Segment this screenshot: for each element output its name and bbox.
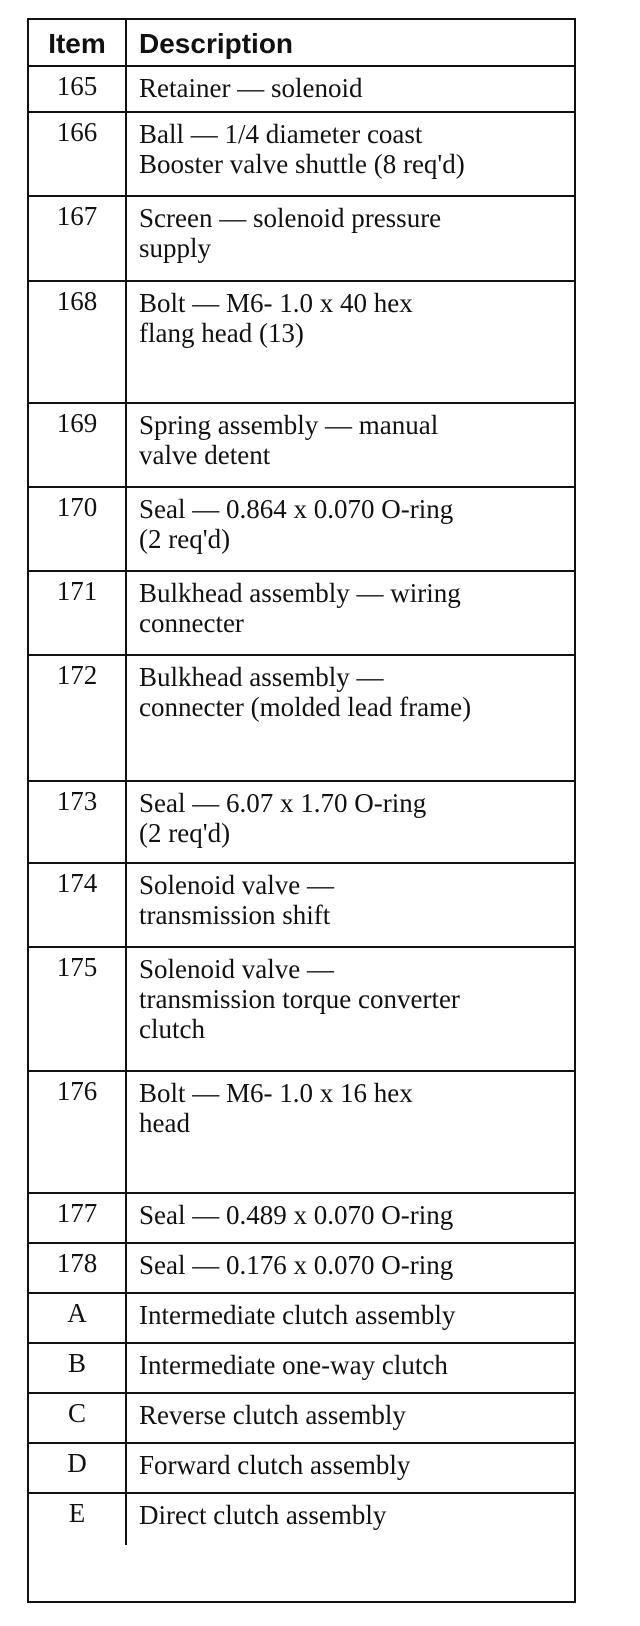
description-cell [127, 282, 574, 402]
item-number-cell: 175 [29, 948, 127, 1070]
table-row [29, 1394, 574, 1444]
description-column-header: Description [139, 28, 294, 59]
parts-table [27, 18, 576, 1603]
table-row [29, 1444, 574, 1494]
description-line: Direct clutch assembly [139, 1500, 387, 1530]
description-line: clutch [139, 1014, 205, 1044]
item-number-cell: 168 [29, 282, 127, 402]
table-body [29, 67, 574, 1545]
description-line: transmission torque converter [139, 984, 460, 1014]
description-cell [127, 864, 574, 946]
description-line: Solenoid valve — [139, 870, 334, 900]
description-cell [127, 572, 574, 654]
description-cell [127, 1494, 574, 1545]
description-line: transmission shift [139, 900, 331, 930]
description-line: Bolt — M6- 1.0 x 16 hex [139, 1078, 413, 1108]
table-row [29, 1494, 574, 1545]
table-row [29, 197, 574, 282]
table-row [29, 656, 574, 782]
description-cell [127, 488, 574, 570]
item-number-cell: 172 [29, 656, 127, 780]
table-row [29, 1194, 574, 1244]
description-line: Ball — 1/4 diameter coast [139, 119, 423, 149]
item-number-cell: 166 [29, 113, 127, 195]
item-number-cell: 178 [29, 1244, 127, 1292]
description-cell [127, 404, 574, 486]
description-line: (2 req'd) [139, 818, 231, 848]
description-line: Bulkhead assembly — wiring [139, 578, 461, 608]
description-line: Intermediate one-way clutch [139, 1350, 448, 1380]
description-cell [127, 197, 574, 280]
item-number-cell: 171 [29, 572, 127, 654]
table-row [29, 1294, 574, 1344]
item-number-cell: 174 [29, 864, 127, 946]
table-row [29, 1072, 574, 1194]
description-line: Booster valve shuttle (8 req'd) [139, 149, 465, 179]
table-row [29, 113, 574, 197]
table-header-row [29, 20, 574, 67]
description-cell [127, 656, 574, 780]
description-line: Solenoid valve — [139, 954, 334, 984]
table-row [29, 282, 574, 404]
item-number-cell: 177 [29, 1194, 127, 1242]
table-row [29, 1344, 574, 1394]
description-line: Intermediate clutch assembly [139, 1300, 456, 1330]
description-line: supply [139, 233, 212, 263]
description-cell [127, 1344, 574, 1392]
description-line: connecter (molded lead frame) [139, 692, 472, 722]
description-cell [127, 1394, 574, 1442]
description-cell [127, 948, 574, 1070]
description-cell [127, 1444, 574, 1492]
table-row [29, 948, 574, 1072]
description-line: head [139, 1108, 190, 1138]
description-cell [127, 1194, 574, 1242]
description-cell [127, 1072, 574, 1192]
item-number-cell: E [29, 1494, 127, 1545]
description-line: valve detent [139, 440, 271, 470]
table-row [29, 404, 574, 488]
item-number-cell: A [29, 1294, 127, 1342]
description-cell [127, 1294, 574, 1342]
description-line: Forward clutch assembly [139, 1450, 411, 1480]
item-number-cell: C [29, 1394, 127, 1442]
description-line: Seal — 0.489 x 0.070 O-ring [139, 1200, 454, 1230]
description-line: Seal — 0.176 x 0.070 O-ring [139, 1250, 454, 1280]
description-cell [127, 1244, 574, 1292]
item-number-cell: 169 [29, 404, 127, 486]
item-number-cell: 165 [29, 67, 127, 111]
table-row [29, 572, 574, 656]
item-number-cell: 170 [29, 488, 127, 570]
description-cell [127, 782, 574, 862]
description-line: connecter [139, 608, 244, 638]
description-line: Reverse clutch assembly [139, 1400, 406, 1430]
item-number-cell: 173 [29, 782, 127, 862]
description-cell [127, 67, 574, 111]
description-line: Seal — 0.864 x 0.070 O-ring [139, 494, 454, 524]
table-row [29, 488, 574, 572]
description-line: Seal — 6.07 x 1.70 O-ring [139, 788, 427, 818]
description-line: Bulkhead assembly — [139, 662, 384, 692]
item-number-cell: 167 [29, 197, 127, 280]
description-line: Screen — solenoid pressure [139, 203, 442, 233]
description-line: Spring assembly — manual [139, 410, 439, 440]
description-line: (2 req'd) [139, 524, 231, 554]
item-column-header: Item [29, 20, 127, 65]
description-line: Bolt — M6- 1.0 x 40 hex [139, 288, 413, 318]
table-row [29, 864, 574, 948]
item-number-cell: D [29, 1444, 127, 1492]
description-line: Retainer — solenoid [139, 73, 363, 103]
item-number-cell: 176 [29, 1072, 127, 1192]
description-cell [127, 113, 574, 195]
description-line: flang head (13) [139, 318, 304, 348]
table-row [29, 1244, 574, 1294]
table-row [29, 782, 574, 864]
item-number-cell: B [29, 1344, 127, 1392]
table-row [29, 67, 574, 113]
